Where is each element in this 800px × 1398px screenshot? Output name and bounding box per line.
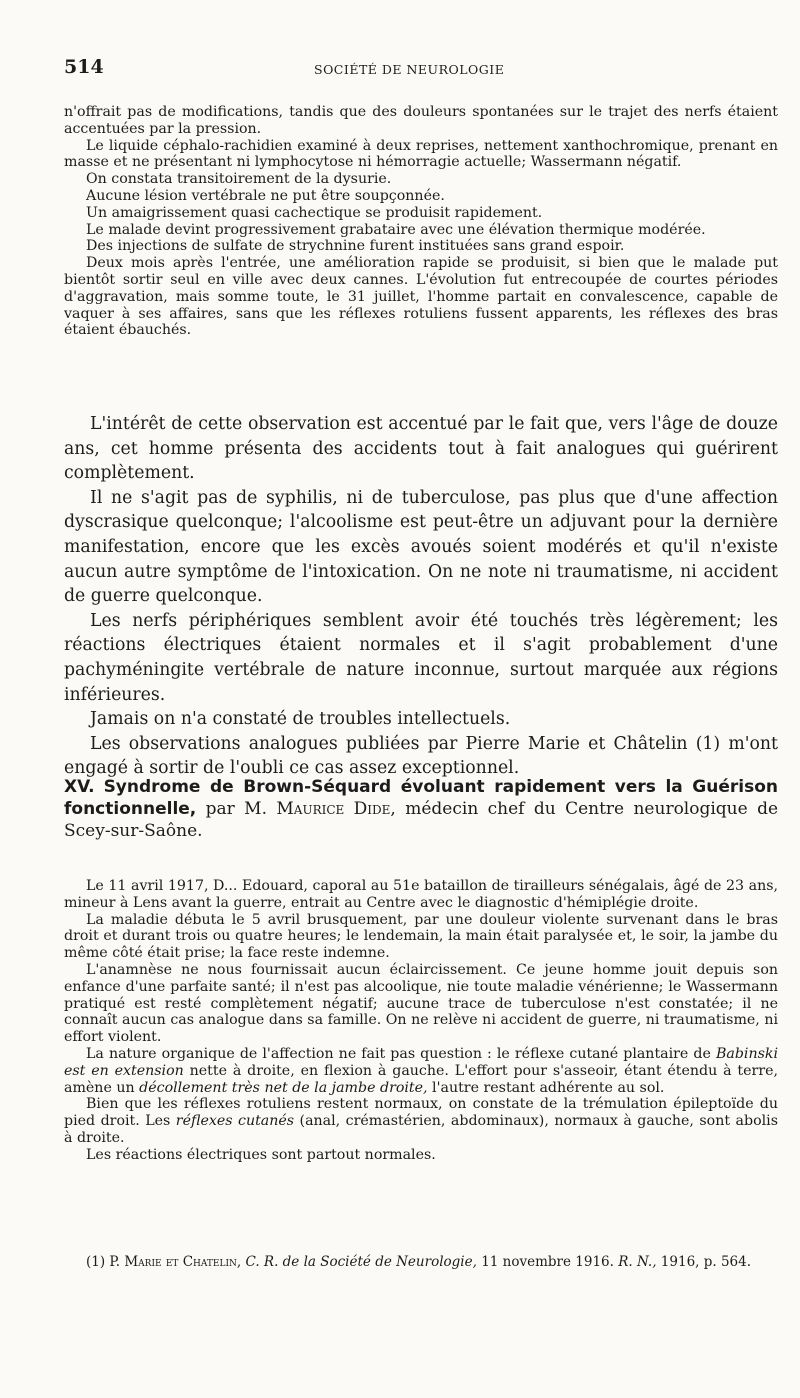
paragraph: L'anamnèse ne nous fournissait aucun éclaircissement. Ce jeune homme jouit depuis son enfance d'une parfaite santé; il n'est pas alcoolique, nie toute maladie vénérienne; le Wassermann pratiqué est resté complètement négatif; aucune trace de tuberculose n'est constatée; il ne connaît aucun cas analogue dans sa famille. On ne relève ni accident de guerre, ni traumatisme, ni effort violent.	[64, 961, 778, 1046]
section-by: par M.	[205, 799, 267, 819]
text-run: nette à droite, en flexion à gauche. L'effort pour s'asseoir, étant étendu à terre, amène un	[64, 1062, 779, 1096]
paragraph: Les nerfs périphériques semblent avoir été touchés très légèrement; les réactions électriques étaient normales et il s'agit probablement d'une pachyméningite vertébrale de nature inconnue, surtout marquée aux régions inférieures.	[64, 610, 778, 705]
italic-run: réflexes cutanés	[175, 1113, 295, 1130]
section-affiliation: médecin chef du Centre neurologique de Scey-sur-Saône.	[64, 799, 779, 841]
paragraph: La maladie débuta le 5 avril brusquement, par une douleur violente survenant dans le bras droit et durant trois ou quatre heures; le lendemain, la main était paralysée et, le soir, la jambe du même côté était prise; la face reste indemne.	[64, 911, 778, 962]
paragraph: Les observations analogues publiées par Pierre Marie et Châtelin (1) m'ont engagé à sortir de l'oubli ce cas assez exceptionnel.	[64, 733, 778, 779]
paragraph	[64, 1096, 778, 1146]
paragraph: Jamais on n'a constaté de troubles intellectuels.	[90, 709, 511, 730]
case-block	[64, 878, 778, 1164]
paragraph	[64, 1046, 778, 1096]
discussion-block	[64, 412, 778, 781]
running-title: SOCIÉTÉ DE NEUROLOGIE	[314, 62, 505, 77]
italic-run: Babinski est en extension	[64, 1045, 778, 1079]
paragraph: Des injections de sulfate de strychnine furent instituées sans grand espoir.	[86, 238, 625, 255]
paragraph: Un amaigrissement quasi cachectique se produisit rapidement.	[86, 204, 543, 221]
text-run: La nature organique de l'affection ne fait pas question : le réflexe cutané plantaire de	[86, 1045, 716, 1062]
footnote-mark: (1)	[86, 1254, 106, 1270]
section-heading	[64, 776, 778, 842]
text-run: (anal, crémastérien, abdominaux), normaux à gauche, sont abolis à droite.	[64, 1113, 778, 1146]
paragraph: Le 11 avril 1917, D... Edouard, caporal au 51e bataillon de tirailleurs sénégalais, âgé de 23 ans, mineur à Lens avant la guerre, entrait au Centre avec le diagnostic d'hémiplégie droite.	[64, 878, 778, 911]
running-head	[64, 56, 760, 84]
paragraph: Le malade devint progressivement grabataire avec une élévation thermique modérée.	[86, 221, 706, 238]
paragraph: Deux mois après l'entrée, une amélioration rapide se produisit, si bien que le malade put bientôt sortir seul en ville avec deux cannes. L'évolution fut entrecoupée de courtes périodes d'aggravation, mais somme toute, le 31 juillet, l'homme partait en convalescence, capable de vaquer à ses affaires, sans que les réflexes rotuliens fussent apparents, les réflexes des bras étaient ébauchés.	[64, 255, 778, 339]
footnote-ref: R. N.,	[618, 1254, 657, 1270]
italic-run: décollement très net de la jambe droite,	[139, 1079, 428, 1096]
paragraph: Le liquide céphalo-rachidien examiné à deux reprises, nettement xanthochromique, prenant en masse et ne présentant ni lymphocytose ni hémorragie actuelle; Wassermann négatif.	[64, 137, 778, 171]
text-run: l'autre restant adhérente au sol.	[427, 1079, 665, 1096]
paragraph: Il ne s'agit pas de syphilis, ni de tuberculose, pas plus que d'une affection dyscrasique quelconque; l'alcoolisme est peut-être un adjuvant pour la dernière manifestation, encore que les excès avoués soient modérés et qu'il n'existe aucun autre symptôme de l'intoxication. On ne note ni traumatisme, ni accident de guerre quelconque.	[64, 487, 778, 607]
paragraph: Les réactions électriques sont partout normales.	[86, 1146, 436, 1163]
footnote	[64, 1254, 778, 1271]
page-number: 514	[64, 56, 104, 78]
section-author: Maurice Dide,	[276, 799, 396, 819]
section-number: XV.	[64, 777, 95, 797]
text-run: Bien que les réflexes rotuliens restent normaux, on constate de la trémulation épileptoïde du pied droit. Les	[64, 1096, 778, 1130]
paragraph: L'intérêt de cette observation est accentué par le fait que, vers l'âge de douze ans, cet homme présenta des accidents tout à fait analogues qui guérirent complètement.	[64, 414, 778, 484]
paragraph: n'offrait pas de modifications, tandis que des douleurs spontanées sur le trajet des nerfs étaient accentuées par la pression.	[64, 104, 778, 137]
section-title: Syndrome de Brown-Séquard évoluant rapidement vers la Guérison fonctionnelle,	[64, 777, 778, 819]
footnote-authors: P. Marie et Chatelin,	[109, 1254, 242, 1270]
paragraph: On constata transitoirement de la dysurie.	[86, 171, 392, 188]
footnote-source: C. R. de la Société de Neurologie,	[245, 1254, 477, 1270]
intro-block	[64, 104, 778, 339]
footnote-tail: 1916, p. 564.	[660, 1254, 752, 1270]
paragraph: Aucune lésion vertébrale ne put être soupçonnée.	[86, 187, 445, 204]
footnote-date: 11 novembre 1916.	[481, 1254, 614, 1270]
